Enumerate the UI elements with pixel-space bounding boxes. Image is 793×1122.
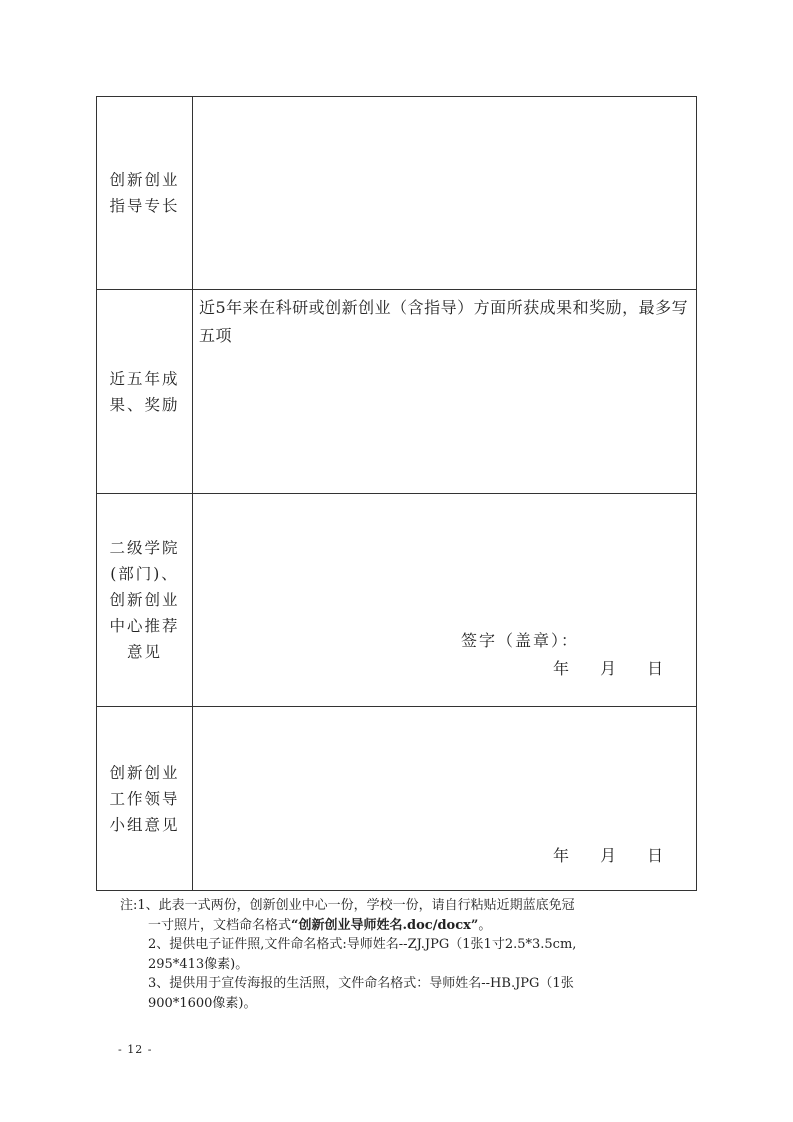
- signature-label: 签字（盖章）：: [461, 631, 580, 650]
- label-guidance-expertise: [97, 97, 193, 289]
- note-line: [120, 916, 720, 936]
- row-achievements: [97, 290, 696, 494]
- achievements-field[interactable]: [193, 290, 696, 493]
- label-leadership-opinion: [97, 707, 193, 890]
- note-text: 。: [478, 917, 492, 933]
- label-line: 小组意见: [109, 815, 180, 834]
- date-label: 年 月 日: [553, 846, 664, 865]
- label-line: 中心推荐: [109, 617, 180, 635]
- note-line: 295*413像素)。: [148, 956, 249, 972]
- label-line: (部门)、: [110, 565, 179, 583]
- achievements-prompt: 近5年来在科研或创新创业（含指导）方面所获成果和奖励，最多写五项: [199, 298, 689, 345]
- note-line: 900*1600像素)。: [148, 995, 257, 1011]
- label-line: 指导专长: [109, 197, 180, 215]
- guidance-expertise-field[interactable]: [193, 97, 696, 289]
- note-line: 3、提供用于宣传海报的生活照，文件命名格式：导师姓名--HB.JPG（1张: [148, 976, 574, 991]
- leadership-opinion-field[interactable]: [193, 707, 696, 890]
- application-form-table: [96, 96, 697, 891]
- row-leadership-opinion: [97, 707, 696, 890]
- note-line: 2、提供电子证件照,文件命名格式:导师姓名--ZJ.JPG（1张1寸2.5*3.5cm,: [148, 937, 577, 952]
- label-line: 二级学院: [109, 539, 180, 557]
- label-line: 果、奖励: [109, 395, 180, 414]
- label-achievements: [97, 290, 193, 493]
- row-college-recommendation: [97, 494, 696, 707]
- label-line: 工作领导: [109, 789, 180, 808]
- college-recommendation-field[interactable]: [193, 494, 696, 706]
- label-line: 意见: [126, 643, 162, 661]
- date-label: 年 月 日: [553, 659, 664, 678]
- notes: [120, 896, 720, 1013]
- label-line: 创新创业: [109, 171, 180, 189]
- row-guidance-expertise: [97, 97, 696, 290]
- label-line: 创新创业: [109, 763, 180, 782]
- note-text: 一寸照片，文档命名格式: [148, 917, 292, 933]
- label-line: 近五年成: [109, 369, 180, 388]
- label-line: 创新创业: [109, 591, 180, 609]
- note-line: 注:1、此表一式两份，创新创业中心一份，学校一份，请自行粘贴近期蓝底免冠: [120, 898, 575, 913]
- note-filename-format: “创新创业导师姓名.doc/docx”: [291, 917, 479, 933]
- page-number: - 12 -: [118, 1043, 153, 1056]
- label-college-recommendation: [97, 494, 193, 706]
